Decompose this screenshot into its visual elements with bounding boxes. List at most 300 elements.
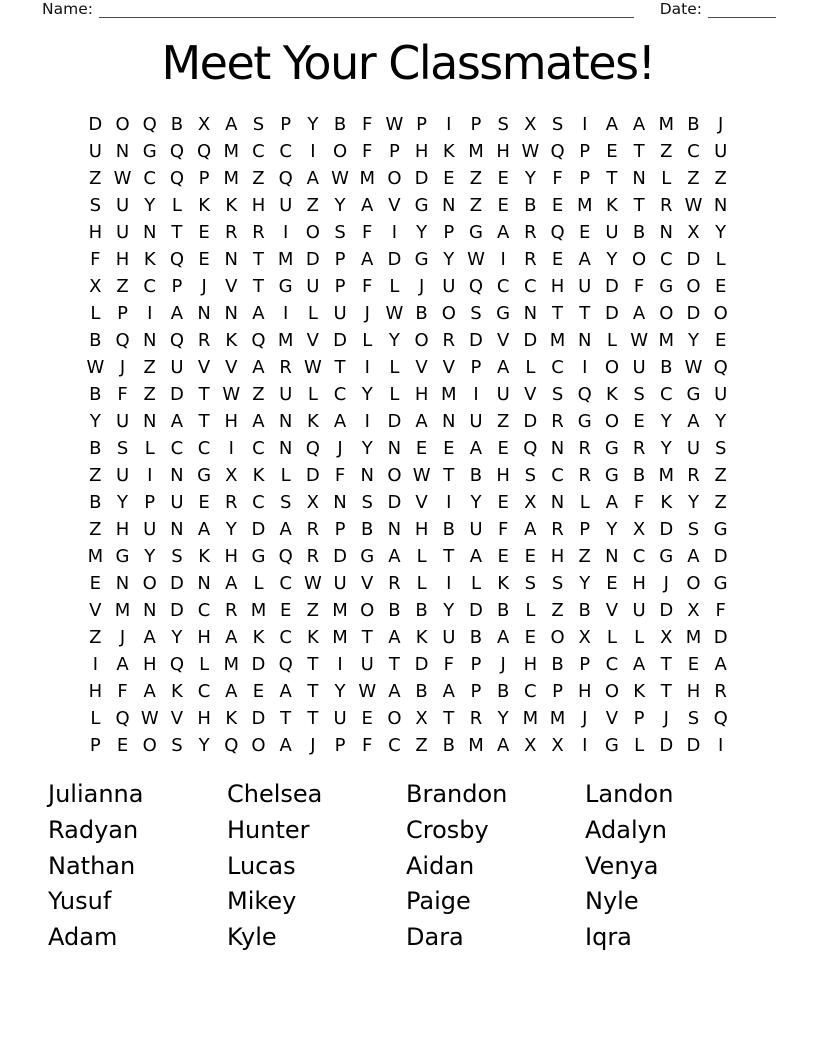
grid-cell: P bbox=[633, 708, 645, 729]
grid-cell: U bbox=[632, 600, 646, 621]
grid-cell: F bbox=[715, 600, 726, 621]
grid-cell: L bbox=[606, 627, 617, 648]
grid-cell: K bbox=[225, 708, 238, 729]
word-list-item: Hunter bbox=[227, 815, 310, 844]
grid-cell: Z bbox=[469, 168, 483, 189]
grid-cell: G bbox=[115, 546, 130, 567]
grid-cell: D bbox=[305, 465, 320, 486]
grid-cell: G bbox=[713, 519, 728, 540]
grid-cell: Y bbox=[524, 168, 536, 189]
grid-cell: C bbox=[143, 168, 156, 189]
grid-cell: Z bbox=[469, 195, 483, 216]
grid-cell: E bbox=[252, 681, 265, 702]
grid-cell: B bbox=[415, 303, 428, 324]
grid-cell: D bbox=[169, 600, 184, 621]
grid-cell: Y bbox=[715, 411, 727, 432]
grid-cell: R bbox=[252, 222, 265, 243]
grid-cell: R bbox=[469, 708, 483, 729]
grid-cell: J bbox=[201, 276, 207, 297]
grid-cell: G bbox=[577, 411, 592, 432]
grid-cell: X bbox=[632, 519, 646, 540]
grid-cell: A bbox=[578, 249, 591, 270]
grid-cell: H bbox=[414, 519, 429, 540]
grid-cell: C bbox=[197, 600, 211, 621]
grid-cell: W bbox=[521, 141, 540, 162]
grid-cell: Q bbox=[468, 276, 484, 297]
grid-cell: K bbox=[198, 546, 210, 567]
grid-cell: H bbox=[414, 141, 429, 162]
grid-cell: L bbox=[416, 546, 427, 567]
grid-cell: N bbox=[605, 546, 619, 567]
grid-cell: Q bbox=[169, 141, 184, 162]
grid-cell: F bbox=[362, 141, 373, 162]
grid-cell: P bbox=[579, 141, 591, 162]
grid-cell: T bbox=[171, 222, 183, 243]
grid-cell: V bbox=[361, 573, 374, 594]
grid-cell: J bbox=[337, 438, 343, 459]
grid-cell: P bbox=[117, 303, 128, 324]
grid-cell: C bbox=[252, 141, 265, 162]
grid-cell: D bbox=[659, 600, 674, 621]
grid-cell: C bbox=[197, 681, 211, 702]
grid-cell: X bbox=[89, 276, 102, 297]
grid-cell: L bbox=[661, 168, 672, 189]
grid-cell: S bbox=[687, 519, 700, 540]
grid-cell: S bbox=[551, 114, 564, 135]
grid-cell: E bbox=[714, 276, 727, 297]
grid-cell: S bbox=[497, 114, 509, 135]
grid-cell: U bbox=[333, 573, 347, 594]
grid-cell: Y bbox=[687, 492, 699, 513]
word-list bbox=[48, 777, 673, 956]
grid-cell: B bbox=[388, 600, 401, 621]
grid-cell: B bbox=[496, 600, 510, 621]
grid-cell: Q bbox=[115, 708, 130, 729]
grid-cell: L bbox=[389, 357, 400, 378]
grid-cell: Y bbox=[171, 627, 183, 648]
grid-cell: Z bbox=[306, 195, 320, 216]
grid-cell: Q bbox=[713, 708, 728, 729]
grid-cell: I bbox=[147, 303, 153, 324]
grid-cell: Z bbox=[89, 465, 102, 486]
grid-cell: W bbox=[467, 249, 485, 270]
grid-cell: N bbox=[115, 573, 130, 594]
grid-cell: Q bbox=[550, 222, 565, 243]
grid-cell: W bbox=[113, 168, 132, 189]
grid-cell: D bbox=[604, 276, 619, 297]
grid-cell: N bbox=[170, 465, 184, 486]
grid-cell: A bbox=[279, 681, 292, 702]
grid-cell: E bbox=[361, 708, 373, 729]
grid-cell: H bbox=[224, 411, 239, 432]
word-list-column bbox=[48, 777, 227, 956]
grid-cell: G bbox=[197, 465, 212, 486]
grid-cell: S bbox=[524, 465, 537, 486]
grid-cell: C bbox=[524, 276, 537, 297]
grid-cell: Q bbox=[197, 141, 212, 162]
grid-cell: R bbox=[660, 195, 673, 216]
grid-cell: C bbox=[252, 492, 265, 513]
grid-cell: N bbox=[632, 168, 646, 189]
word-list-item: Paige bbox=[406, 887, 471, 916]
grid-cell: D bbox=[169, 573, 184, 594]
grid-cell: H bbox=[142, 654, 157, 675]
grid-cell: A bbox=[496, 627, 510, 648]
grid-cell: I bbox=[500, 249, 506, 270]
grid-cell: M bbox=[332, 600, 348, 621]
grid-cell: A bbox=[333, 411, 347, 432]
grid-cell: T bbox=[660, 681, 672, 702]
grid-cell: E bbox=[198, 222, 210, 243]
grid-cell: O bbox=[604, 411, 619, 432]
grid-cell: T bbox=[307, 708, 319, 729]
grid-cell: T bbox=[579, 303, 591, 324]
grid-cell: Y bbox=[334, 681, 346, 702]
grid-cell: K bbox=[497, 573, 510, 594]
grid-cell: I bbox=[147, 465, 153, 486]
grid-cell: M bbox=[685, 627, 702, 648]
grid-cell: L bbox=[253, 573, 264, 594]
grid-cell: S bbox=[524, 573, 537, 594]
grid-cell: A bbox=[605, 114, 619, 135]
grid-cell: O bbox=[387, 708, 402, 729]
grid-cell: D bbox=[469, 330, 483, 351]
grid-cell: P bbox=[579, 654, 591, 675]
grid-cell: V bbox=[415, 492, 428, 513]
grid-cell: Y bbox=[225, 519, 237, 540]
grid-cell: O bbox=[659, 303, 674, 324]
grid-cell: V bbox=[496, 330, 510, 351]
grid-cell: A bbox=[469, 438, 483, 459]
grid-cell: Z bbox=[660, 141, 673, 162]
grid-cell: Y bbox=[715, 222, 727, 243]
grid-cell: O bbox=[142, 735, 157, 756]
grid-cell: K bbox=[633, 681, 645, 702]
grid-cell: L bbox=[606, 330, 617, 351]
grid-cell: D bbox=[469, 600, 483, 621]
grid-cell: D bbox=[251, 654, 266, 675]
grid-cell: U bbox=[333, 708, 347, 729]
grid-cell: T bbox=[252, 249, 264, 270]
grid-cell: I bbox=[364, 357, 370, 378]
grid-cell: Y bbox=[606, 519, 618, 540]
grid-cell: Y bbox=[198, 735, 210, 756]
grid-cell: F bbox=[362, 276, 373, 297]
grid-cell: I bbox=[364, 411, 370, 432]
grid-cell: L bbox=[579, 492, 590, 513]
grid-cell: U bbox=[360, 654, 374, 675]
grid-cell: L bbox=[525, 600, 536, 621]
grid-cell: P bbox=[334, 735, 346, 756]
grid-cell: K bbox=[143, 249, 156, 270]
grid-cell: Y bbox=[579, 573, 591, 594]
grid-cell: Z bbox=[578, 546, 591, 567]
grid-cell: R bbox=[551, 411, 564, 432]
grid-cell: N bbox=[523, 303, 538, 324]
grid-cell: A bbox=[361, 195, 374, 216]
grid-cell: P bbox=[198, 168, 210, 189]
grid-cell: A bbox=[279, 735, 292, 756]
grid-cell: W bbox=[684, 357, 703, 378]
grid-cell: W bbox=[385, 114, 404, 135]
grid-cell: M bbox=[359, 168, 375, 189]
grid-cell: B bbox=[632, 465, 646, 486]
grid-cell: G bbox=[496, 303, 511, 324]
grid-cell: U bbox=[115, 465, 130, 486]
grid-cell: K bbox=[442, 141, 455, 162]
grid-cell: U bbox=[115, 222, 130, 243]
word-list-item: Venya bbox=[585, 851, 659, 880]
grid-cell: O bbox=[142, 573, 157, 594]
grid-cell: S bbox=[687, 708, 700, 729]
grid-cell: N bbox=[170, 519, 184, 540]
grid-cell: V bbox=[170, 708, 184, 729]
grid-cell: U bbox=[469, 519, 483, 540]
grid-cell: N bbox=[659, 222, 674, 243]
grid-cell: D bbox=[523, 411, 538, 432]
grid-cell: I bbox=[582, 114, 588, 135]
grid-cell: A bbox=[388, 681, 401, 702]
grid-cell: P bbox=[89, 735, 101, 756]
grid-cell: C bbox=[496, 276, 510, 297]
grid-cell: K bbox=[306, 411, 319, 432]
grid-cell: H bbox=[88, 222, 103, 243]
grid-cell: K bbox=[606, 195, 618, 216]
grid-cell: G bbox=[659, 546, 674, 567]
grid-cell: Y bbox=[660, 438, 672, 459]
grid-cell: U bbox=[170, 492, 184, 513]
grid-cell: R bbox=[306, 519, 320, 540]
word-list-item: Yusuf bbox=[48, 887, 112, 916]
grid-cell: K bbox=[171, 681, 183, 702]
grid-cell: T bbox=[443, 546, 455, 567]
grid-cell: X bbox=[197, 114, 211, 135]
grid-cell: Q bbox=[523, 438, 538, 459]
grid-cell: O bbox=[604, 681, 619, 702]
grid-cell: A bbox=[388, 546, 401, 567]
grid-cell: D bbox=[659, 735, 674, 756]
grid-cell: S bbox=[334, 222, 346, 243]
grid-cell: F bbox=[362, 114, 373, 135]
grid-cell: Q bbox=[169, 330, 184, 351]
grid-cell: K bbox=[606, 384, 618, 405]
grid-cell: A bbox=[415, 411, 428, 432]
grid-cell: E bbox=[497, 195, 509, 216]
grid-cell: N bbox=[224, 249, 239, 270]
grid-cell: X bbox=[687, 600, 700, 621]
grid-cell: Y bbox=[334, 195, 346, 216]
grid-cell: T bbox=[334, 357, 346, 378]
word-list-column bbox=[585, 777, 673, 956]
grid-cell: R bbox=[632, 438, 646, 459]
grid-cell: P bbox=[388, 141, 400, 162]
grid-cell: I bbox=[228, 438, 234, 459]
word-list-item: Mikey bbox=[227, 887, 297, 916]
grid-cell: Y bbox=[606, 249, 618, 270]
name-label: Name: bbox=[42, 0, 93, 18]
grid-cell: U bbox=[170, 357, 184, 378]
grid-cell: W bbox=[412, 465, 431, 486]
word-list-item: Iqra bbox=[585, 923, 632, 952]
grid-cell: B bbox=[687, 114, 700, 135]
grid-cell: A bbox=[225, 114, 238, 135]
grid-cell: O bbox=[713, 303, 728, 324]
grid-cell: A bbox=[469, 546, 483, 567]
grid-cell: F bbox=[90, 249, 101, 270]
grid-cell: J bbox=[718, 114, 724, 135]
grid-cell: R bbox=[225, 600, 238, 621]
grid-cell: A bbox=[714, 654, 727, 675]
grid-cell: E bbox=[606, 573, 618, 594]
grid-cell: H bbox=[523, 654, 538, 675]
grid-cell: Y bbox=[144, 546, 156, 567]
grid-cell: A bbox=[279, 519, 292, 540]
grid-cell: I bbox=[582, 735, 588, 756]
grid-cell: P bbox=[470, 357, 482, 378]
grid-cell: B bbox=[333, 114, 347, 135]
grid-cell: A bbox=[225, 573, 238, 594]
grid-cell: K bbox=[252, 627, 265, 648]
grid-cell: M bbox=[250, 600, 267, 621]
grid-cell: N bbox=[442, 195, 456, 216]
grid-cell: E bbox=[497, 438, 509, 459]
grid-cell: Y bbox=[89, 411, 101, 432]
grid-cell: O bbox=[332, 141, 348, 162]
grid-cell: U bbox=[333, 303, 347, 324]
grid-cell: D bbox=[686, 249, 701, 270]
grid-cell: U bbox=[88, 141, 102, 162]
grid-cell: N bbox=[550, 492, 565, 513]
grid-cell: I bbox=[337, 654, 343, 675]
grid-cell: S bbox=[714, 438, 727, 459]
grid-cell: D bbox=[387, 411, 402, 432]
word-list-item: Landon bbox=[585, 780, 674, 808]
word-list-item: Adalyn bbox=[585, 815, 668, 844]
grid-cell: H bbox=[88, 681, 103, 702]
puzzle-title: Meet Your Classmates! bbox=[161, 36, 655, 90]
grid-cell: N bbox=[142, 600, 157, 621]
grid-cell: I bbox=[582, 357, 588, 378]
grid-cell: A bbox=[632, 654, 646, 675]
grid-cell: O bbox=[686, 276, 701, 297]
grid-cell: R bbox=[225, 222, 238, 243]
grid-cell: N bbox=[387, 519, 402, 540]
grid-cell: P bbox=[334, 249, 346, 270]
grid-cell: I bbox=[283, 303, 289, 324]
grid-cell: V bbox=[388, 195, 401, 216]
grid-cell: D bbox=[88, 114, 103, 135]
grid-cell: T bbox=[361, 627, 373, 648]
grid-cell: L bbox=[470, 573, 481, 594]
grid-cell: D bbox=[305, 249, 320, 270]
grid-cell: X bbox=[306, 492, 320, 513]
grid-cell: Z bbox=[496, 411, 510, 432]
grid-cell: A bbox=[632, 114, 646, 135]
grid-cell: P bbox=[470, 681, 482, 702]
grid-cell: A bbox=[496, 735, 510, 756]
grid-cell: Y bbox=[470, 492, 482, 513]
grid-cell: U bbox=[496, 384, 510, 405]
grid-cell: C bbox=[605, 654, 619, 675]
grid-cell: X bbox=[415, 708, 428, 729]
grid-cell: Y bbox=[443, 600, 455, 621]
grid-cell: G bbox=[360, 546, 375, 567]
grid-cell: J bbox=[364, 303, 370, 324]
grid-cell: E bbox=[633, 411, 645, 432]
grid-cell: W bbox=[358, 681, 377, 702]
grid-cell: X bbox=[551, 735, 564, 756]
grid-cell: E bbox=[714, 330, 727, 351]
grid-cell: N bbox=[442, 411, 456, 432]
grid-cell: E bbox=[415, 438, 428, 459]
grid-cell: G bbox=[251, 546, 266, 567]
grid-cell: M bbox=[468, 735, 484, 756]
grid-cell: N bbox=[142, 222, 157, 243]
word-list-item: Adam bbox=[48, 923, 118, 952]
grid-cell: R bbox=[524, 222, 537, 243]
grid-cell: P bbox=[579, 519, 591, 540]
grid-cell: D bbox=[169, 384, 184, 405]
grid-cell: N bbox=[577, 330, 592, 351]
grid-cell: R bbox=[578, 465, 591, 486]
grid-cell: G bbox=[142, 141, 157, 162]
grid-cell: E bbox=[116, 735, 129, 756]
grid-cell: P bbox=[144, 492, 156, 513]
grid-cell: Q bbox=[278, 654, 293, 675]
name-blank-line bbox=[99, 1, 634, 18]
grid-cell: O bbox=[387, 465, 402, 486]
grid-cell: Y bbox=[443, 249, 455, 270]
grid-cell: T bbox=[307, 681, 319, 702]
grid-cell: M bbox=[277, 330, 294, 351]
grid-cell: Z bbox=[89, 168, 102, 189]
grid-cell: W bbox=[222, 384, 241, 405]
grid-cell: B bbox=[660, 357, 673, 378]
grid-cell: T bbox=[552, 303, 564, 324]
grid-cell: G bbox=[604, 735, 619, 756]
grid-cell: D bbox=[713, 627, 728, 648]
word-list-item: Nathan bbox=[48, 851, 136, 880]
grid-cell: Y bbox=[361, 438, 373, 459]
grid-cell: U bbox=[578, 276, 592, 297]
grid-cell: V bbox=[197, 357, 211, 378]
grid-cell: S bbox=[551, 573, 564, 594]
grid-cell: B bbox=[496, 681, 510, 702]
grid-cell: X bbox=[578, 627, 591, 648]
grid-cell: J bbox=[582, 708, 588, 729]
grid-cell: R bbox=[279, 357, 292, 378]
grid-cell: N bbox=[197, 303, 211, 324]
grid-cell: M bbox=[223, 654, 240, 675]
grid-cell: X bbox=[225, 465, 238, 486]
grid-cell: Z bbox=[551, 600, 564, 621]
word-list-column bbox=[227, 777, 406, 956]
grid-cell: L bbox=[307, 384, 318, 405]
grid-cell: R bbox=[578, 438, 591, 459]
grid-cell: H bbox=[115, 249, 130, 270]
grid-cell: C bbox=[659, 249, 673, 270]
word-list-item: Dara bbox=[406, 923, 464, 952]
grid-cell: C bbox=[551, 465, 564, 486]
grid-cell: Z bbox=[116, 276, 129, 297]
grid-cell: M bbox=[441, 384, 457, 405]
grid-cell: C bbox=[279, 627, 292, 648]
grid-cell: P bbox=[579, 168, 591, 189]
grid-cell: H bbox=[414, 384, 429, 405]
grid-cell: S bbox=[89, 195, 102, 216]
grid-cell: M bbox=[549, 708, 566, 729]
grid-cell: H bbox=[224, 546, 239, 567]
